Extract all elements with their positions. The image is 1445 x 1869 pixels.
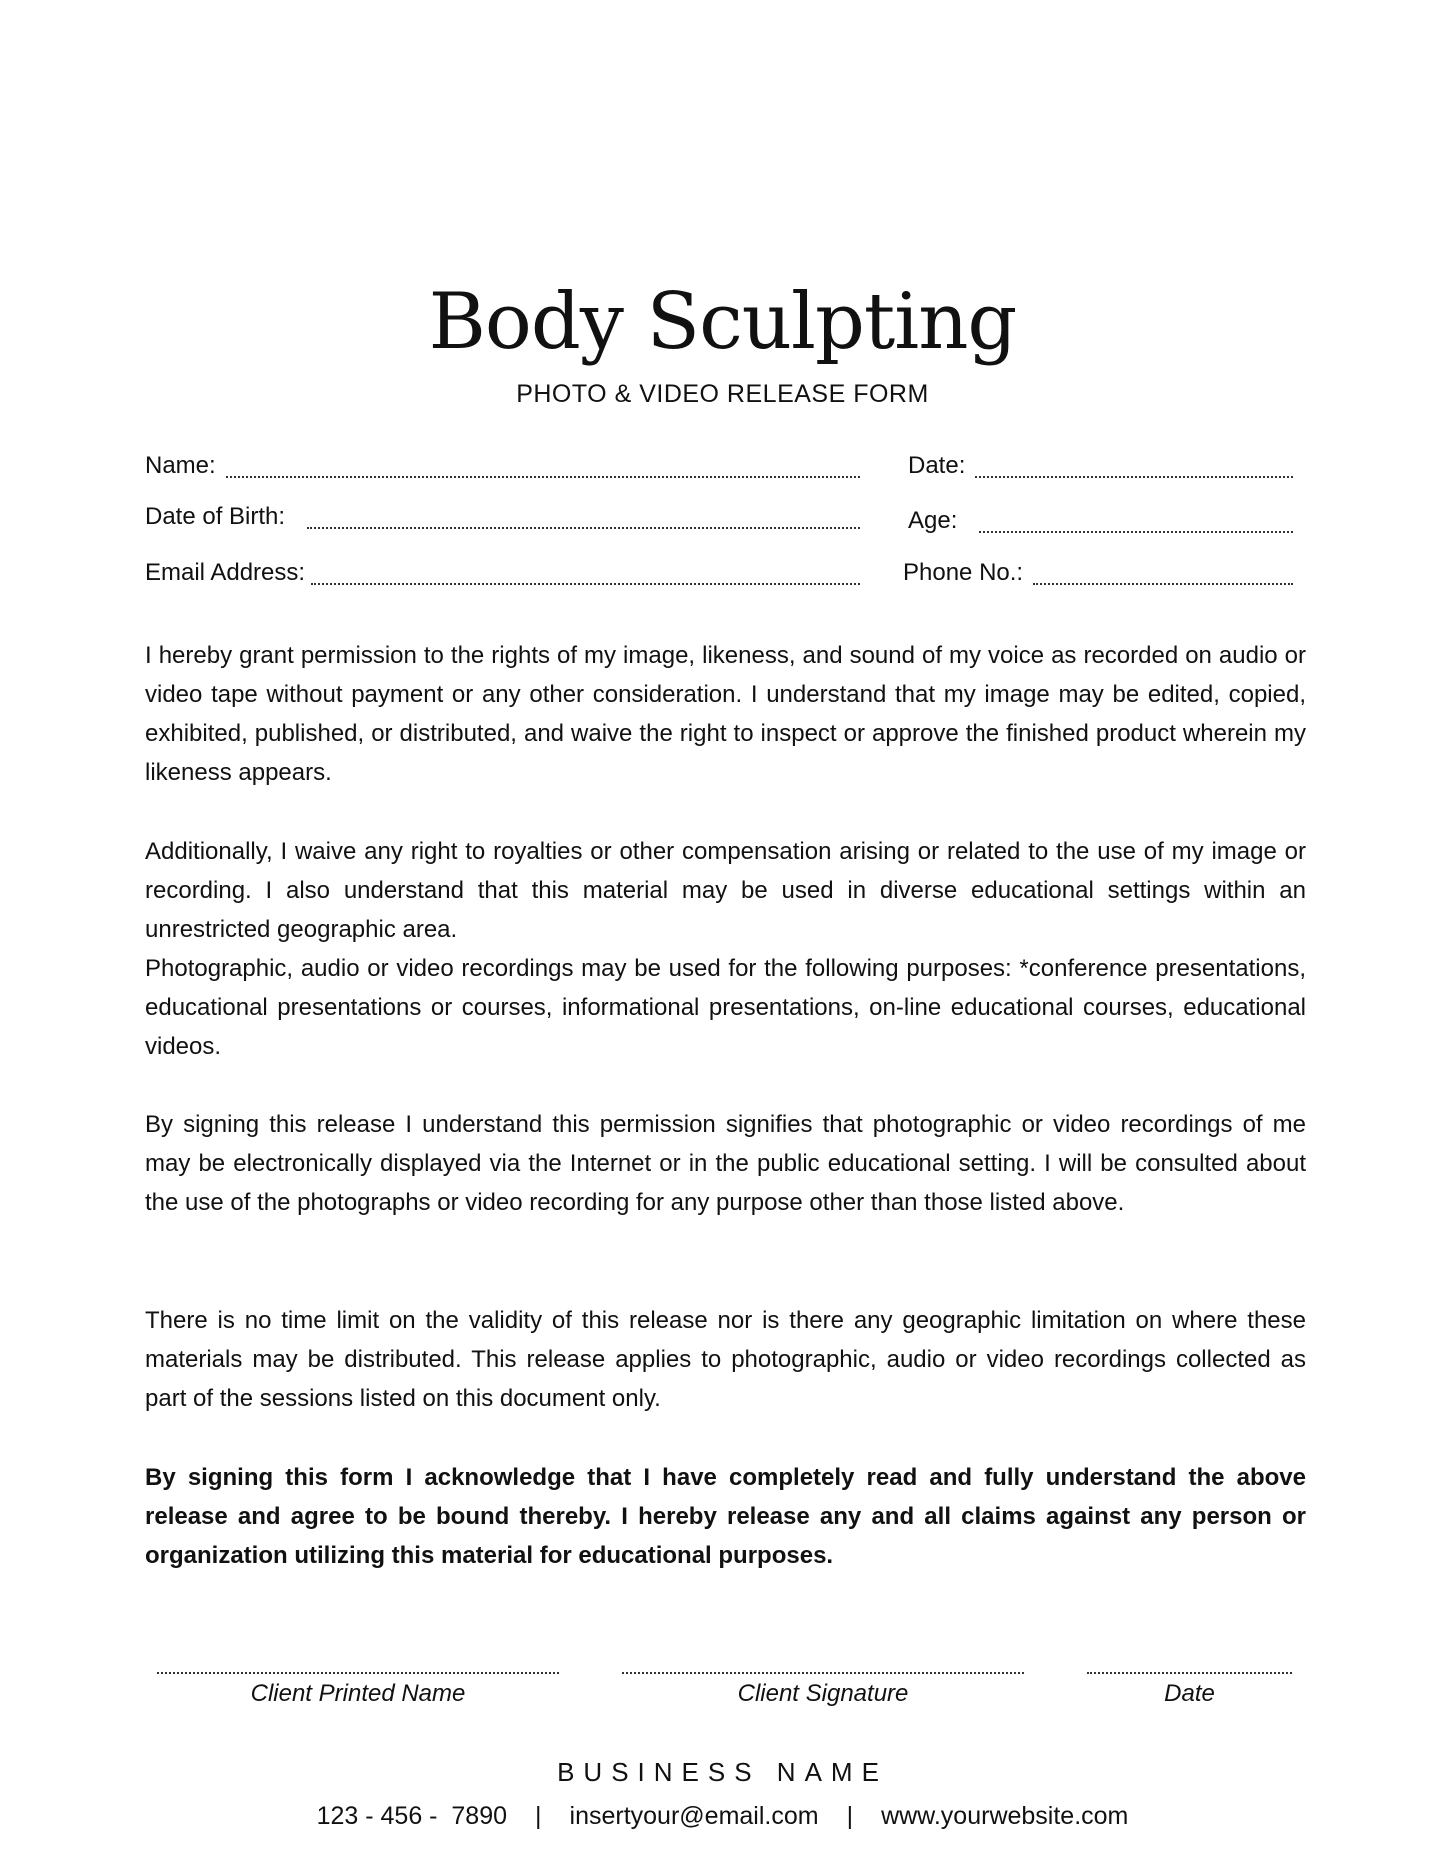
paragraph-acknowledgement: By signing this form I acknowledge that I have completely read and fully understand the above release and agree to be bound thereby. I hereby release any and all claims against any person or organization utilizing this material for educational purposes. (145, 1464, 1306, 1569)
dob-line[interactable] (307, 509, 860, 529)
footer-separator: | (846, 1802, 854, 1830)
paragraph-validity: There is no time limit on the validity of this release nor is there any geographic limitation on where these materials may be distributed. This release applies to photographic, audio or video recordings collected as part of the sessions listed on this document only. (145, 1307, 1306, 1412)
form-title: Body Sculpting (428, 277, 1017, 367)
printed-name-label: Client Printed Name (250, 1680, 466, 1707)
signature-label: Client Signature (737, 1680, 909, 1707)
form-subtitle: PHOTO & VIDEO RELEASE FORM (516, 380, 929, 408)
footer-phone: 123 - 456 - 7890 (316, 1802, 508, 1830)
footer-website[interactable]: www.yourwebsite.com (881, 1802, 1129, 1830)
contact-line (0, 1802, 1445, 1831)
date-label: Date: (908, 452, 966, 479)
name-line[interactable] (226, 458, 860, 478)
email-line[interactable] (311, 565, 860, 585)
footer-separator: | (535, 1802, 542, 1830)
phone-line[interactable] (1033, 565, 1293, 585)
phone-label: Phone No.: (903, 559, 1024, 586)
name-field[interactable] (145, 452, 860, 480)
age-line[interactable] (979, 513, 1293, 533)
footer-email[interactable]: insertyour@email.com (569, 1802, 819, 1830)
phone-field[interactable] (903, 559, 1293, 587)
age-field[interactable] (908, 507, 1293, 535)
paragraph-permission: I hereby grant permission to the rights of my image, likeness, and sound of my voice as recorded on audio or video tape without payment or any other consideration. I understand that my image may be edited, copied, exhibited, published, or distributed, and waive the right to inspect or approve the finished product wherein my likeness appears. (145, 642, 1306, 786)
date-field[interactable] (908, 452, 1293, 480)
paragraph-display: By signing this release I understand this permission signifies that photographic or video recordings of me may be electronically displayed via the Internet or in the public educational setting. I will be consulted about the use of the photographs or video recording for any purpose other than those listed above. (145, 1111, 1306, 1216)
name-label: Name: (145, 452, 216, 479)
signature-date-line[interactable] (1087, 1670, 1292, 1674)
signature-line[interactable] (622, 1670, 1024, 1674)
dob-label: Date of Birth: (145, 503, 286, 530)
age-label: Age: (908, 507, 958, 534)
signature-date-label: Date (1164, 1680, 1215, 1707)
dob-field[interactable] (145, 503, 860, 531)
paragraph-purposes: Photographic, audio or video recordings may be used for the following purposes: *conference presentations, educational presentations or courses, informational presentations, on-line educational courses, educational videos. (145, 955, 1306, 1060)
business-name: BUSINESS NAME (557, 1757, 888, 1787)
email-field[interactable] (145, 559, 860, 587)
email-label: Email Address: (145, 559, 306, 586)
printed-name-line[interactable] (157, 1670, 559, 1674)
date-line[interactable] (975, 458, 1293, 478)
paragraph-royalties: Additionally, I waive any right to royalties or other compensation arising or related to the use of my image or recording. I also understand that this material may be used in diverse educational settings within an unrestricted geographic area. (145, 838, 1306, 943)
